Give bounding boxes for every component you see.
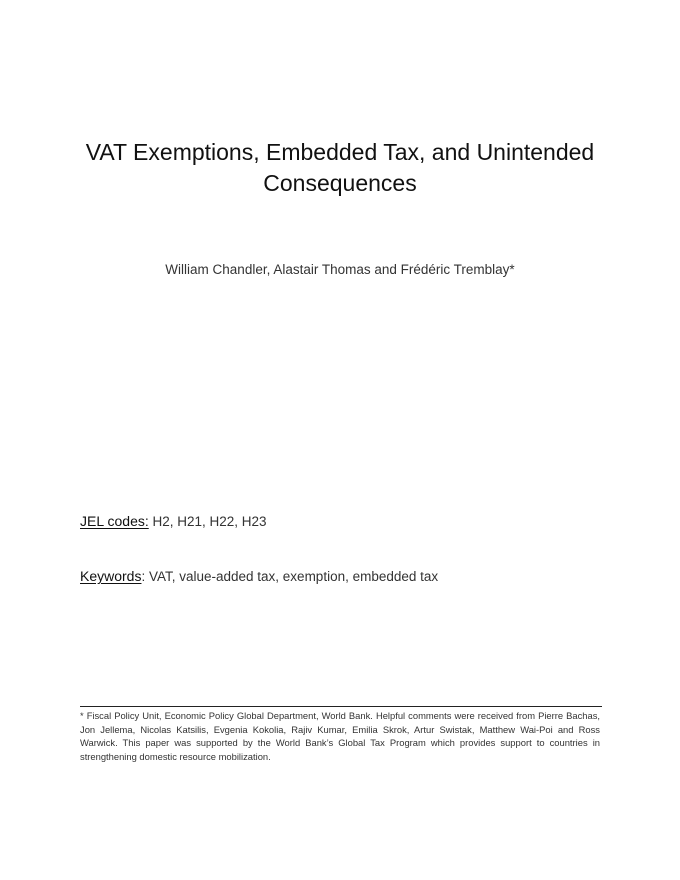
keywords-value: : VAT, value-added tax, exemption, embedded tax	[141, 569, 439, 584]
keywords-label: Keywords	[80, 568, 142, 584]
paper-title: VAT Exemptions, Embedded Tax, and Unintended Consequences	[85, 139, 595, 196]
jel-codes	[80, 512, 600, 531]
author-list: William Chandler, Alastair Thomas and Frédéric Tremblay*	[165, 262, 515, 277]
jel-codes-label: JEL codes:	[80, 513, 149, 529]
keywords	[80, 567, 600, 586]
author-affiliation-footnote: * Fiscal Policy Unit, Economic Policy Global Department, World Bank. Helpful comments were received from Pierre Bachas, Jon Jellema, Nicolas Katsilis, Evgenia Kokolia, Rajiv Kumar, Emilia Skrok, Artur Swistak, Matthew Wai-Poi and Ross Warwick. This paper was supported by the World Bank’s Global Tax Program which provides support to countries in strengthening domestic resource mobilization.	[80, 710, 600, 763]
jel-codes-value: H2, H21, H22, H23	[148, 514, 267, 529]
footnote-divider	[80, 706, 602, 707]
